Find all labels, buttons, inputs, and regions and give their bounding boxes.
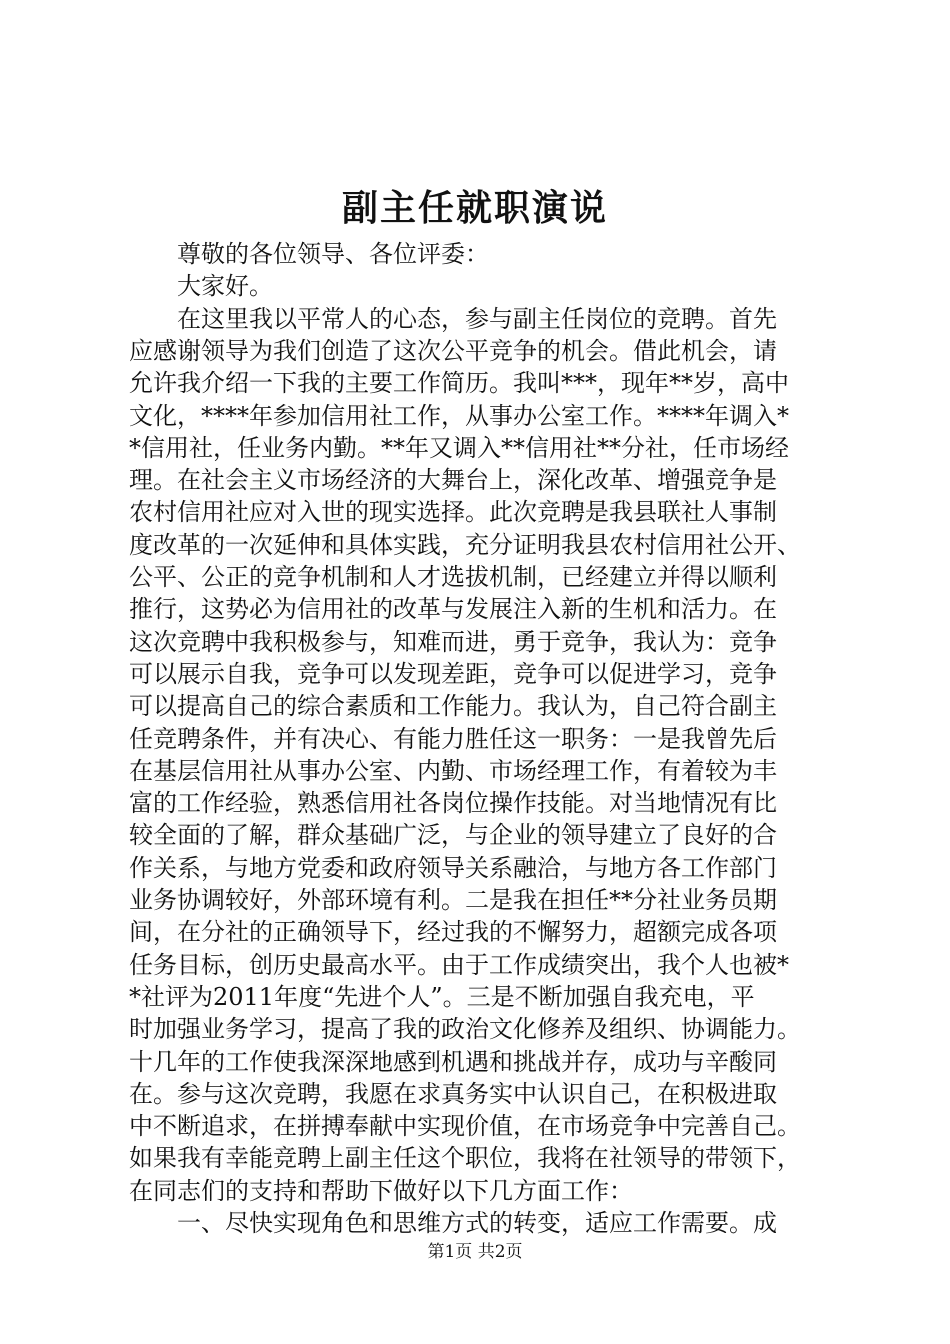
body-line: 应感谢领导为我们创造了这次公平竞争的机会。借此机会，请 — [129, 336, 777, 365]
body-line: 业务协调较好，外部环境有利。二是我在担任**分社业务员期 — [129, 886, 777, 914]
body-line: 间，在分社的正确领导下，经过我的不懈努力，超额完成各项 — [129, 918, 777, 947]
body-line: 推行，这势必为信用社的改革与发展注入新的生机和活力。在 — [129, 595, 777, 624]
body-line: 在基层信用社从事办公室、内勤、市场经理工作，有着较为丰 — [129, 756, 777, 785]
body-line: 任竞聘条件，并有决心、有能力胜任这一职务：一是我曾先后 — [129, 724, 777, 753]
body-line: 农村信用社应对入世的现实选择。此次竞聘是我县联社人事制 — [129, 498, 777, 527]
body-line: 时加强业务学习，提高了我的政治文化修养及组织、协调能力。 — [129, 1015, 801, 1044]
body-line: 可以提高自己的综合素质和工作能力。我认为，自己符合副主 — [129, 692, 777, 721]
body-line: 允许我介绍一下我的主要工作简历。我叫***，现年**岁，高中 — [129, 369, 789, 398]
body-line: 在这里我以平常人的心态，参与副主任岗位的竞聘。首先 — [129, 304, 777, 333]
body-line: 作关系，与地方党委和政府领导关系融洽，与地方各工作部门 — [129, 853, 777, 882]
body-line: 公平、公正的竞争机制和人才选拔机制，已经建立并得以顺利 — [129, 563, 777, 591]
body-line: 任务目标，创历史最高水平。由于工作成绩突出，我个人也被* — [129, 950, 789, 979]
body-line: 十几年的工作使我深深地感到机遇和挑战并存，成功与辛酸同 — [129, 1047, 777, 1076]
document-title: 副主任就职演说 — [341, 187, 608, 229]
body-line: 在同志们的支持和帮助下做好以下几方面工作： — [129, 1176, 633, 1205]
body-line: 在。参与这次竞聘，我愿在求真务实中认识自己，在积极进取 — [129, 1079, 777, 1108]
body-line: 较全面的了解，群众基础广泛，与企业的领导建立了良好的合 — [129, 821, 777, 850]
body-line: 理。在社会主义市场经济的大舞台上，深化改革、增强竞争是 — [129, 466, 777, 495]
body-line: 如果我有幸能竞聘上副主任这个职位，我将在社领导的带领下， — [129, 1144, 801, 1173]
body-line: 可以展示自我，竞争可以发现差距，竞争可以促进学习，竞争 — [129, 659, 777, 688]
body-line: 富的工作经验，熟悉信用社各岗位操作技能。对当地情况有比 — [129, 789, 777, 818]
body-line: 度改革的一次延伸和具体实践，充分证明我县农村信用社公开、 — [129, 530, 801, 559]
body-line: 中不断追求，在拼搏奉献中实现价值，在市场竞争中完善自己。 — [129, 1112, 801, 1141]
body-line: 尊敬的各位领导、各位评委： — [129, 240, 489, 268]
body-line: 一、尽快实现角色和思维方式的转变，适应工作需要。成 — [129, 1209, 777, 1237]
page-footer: 第1页 共2页 — [427, 1242, 523, 1262]
body-line: 这次竞聘中我积极参与，知难而进，勇于竞争，我认为：竞争 — [129, 627, 777, 656]
body-line: *信用社，任业务内勤。**年又调入**信用社**分社，任市场经 — [129, 433, 789, 462]
body-line: 大家好。 — [129, 272, 273, 301]
body-line: 文化，****年参加信用社工作，从事办公室工作。****年调入* — [129, 401, 789, 430]
body-line: *社评为2011年度“先进个人”。三是不断加强自我充电，平 — [129, 982, 755, 1011]
